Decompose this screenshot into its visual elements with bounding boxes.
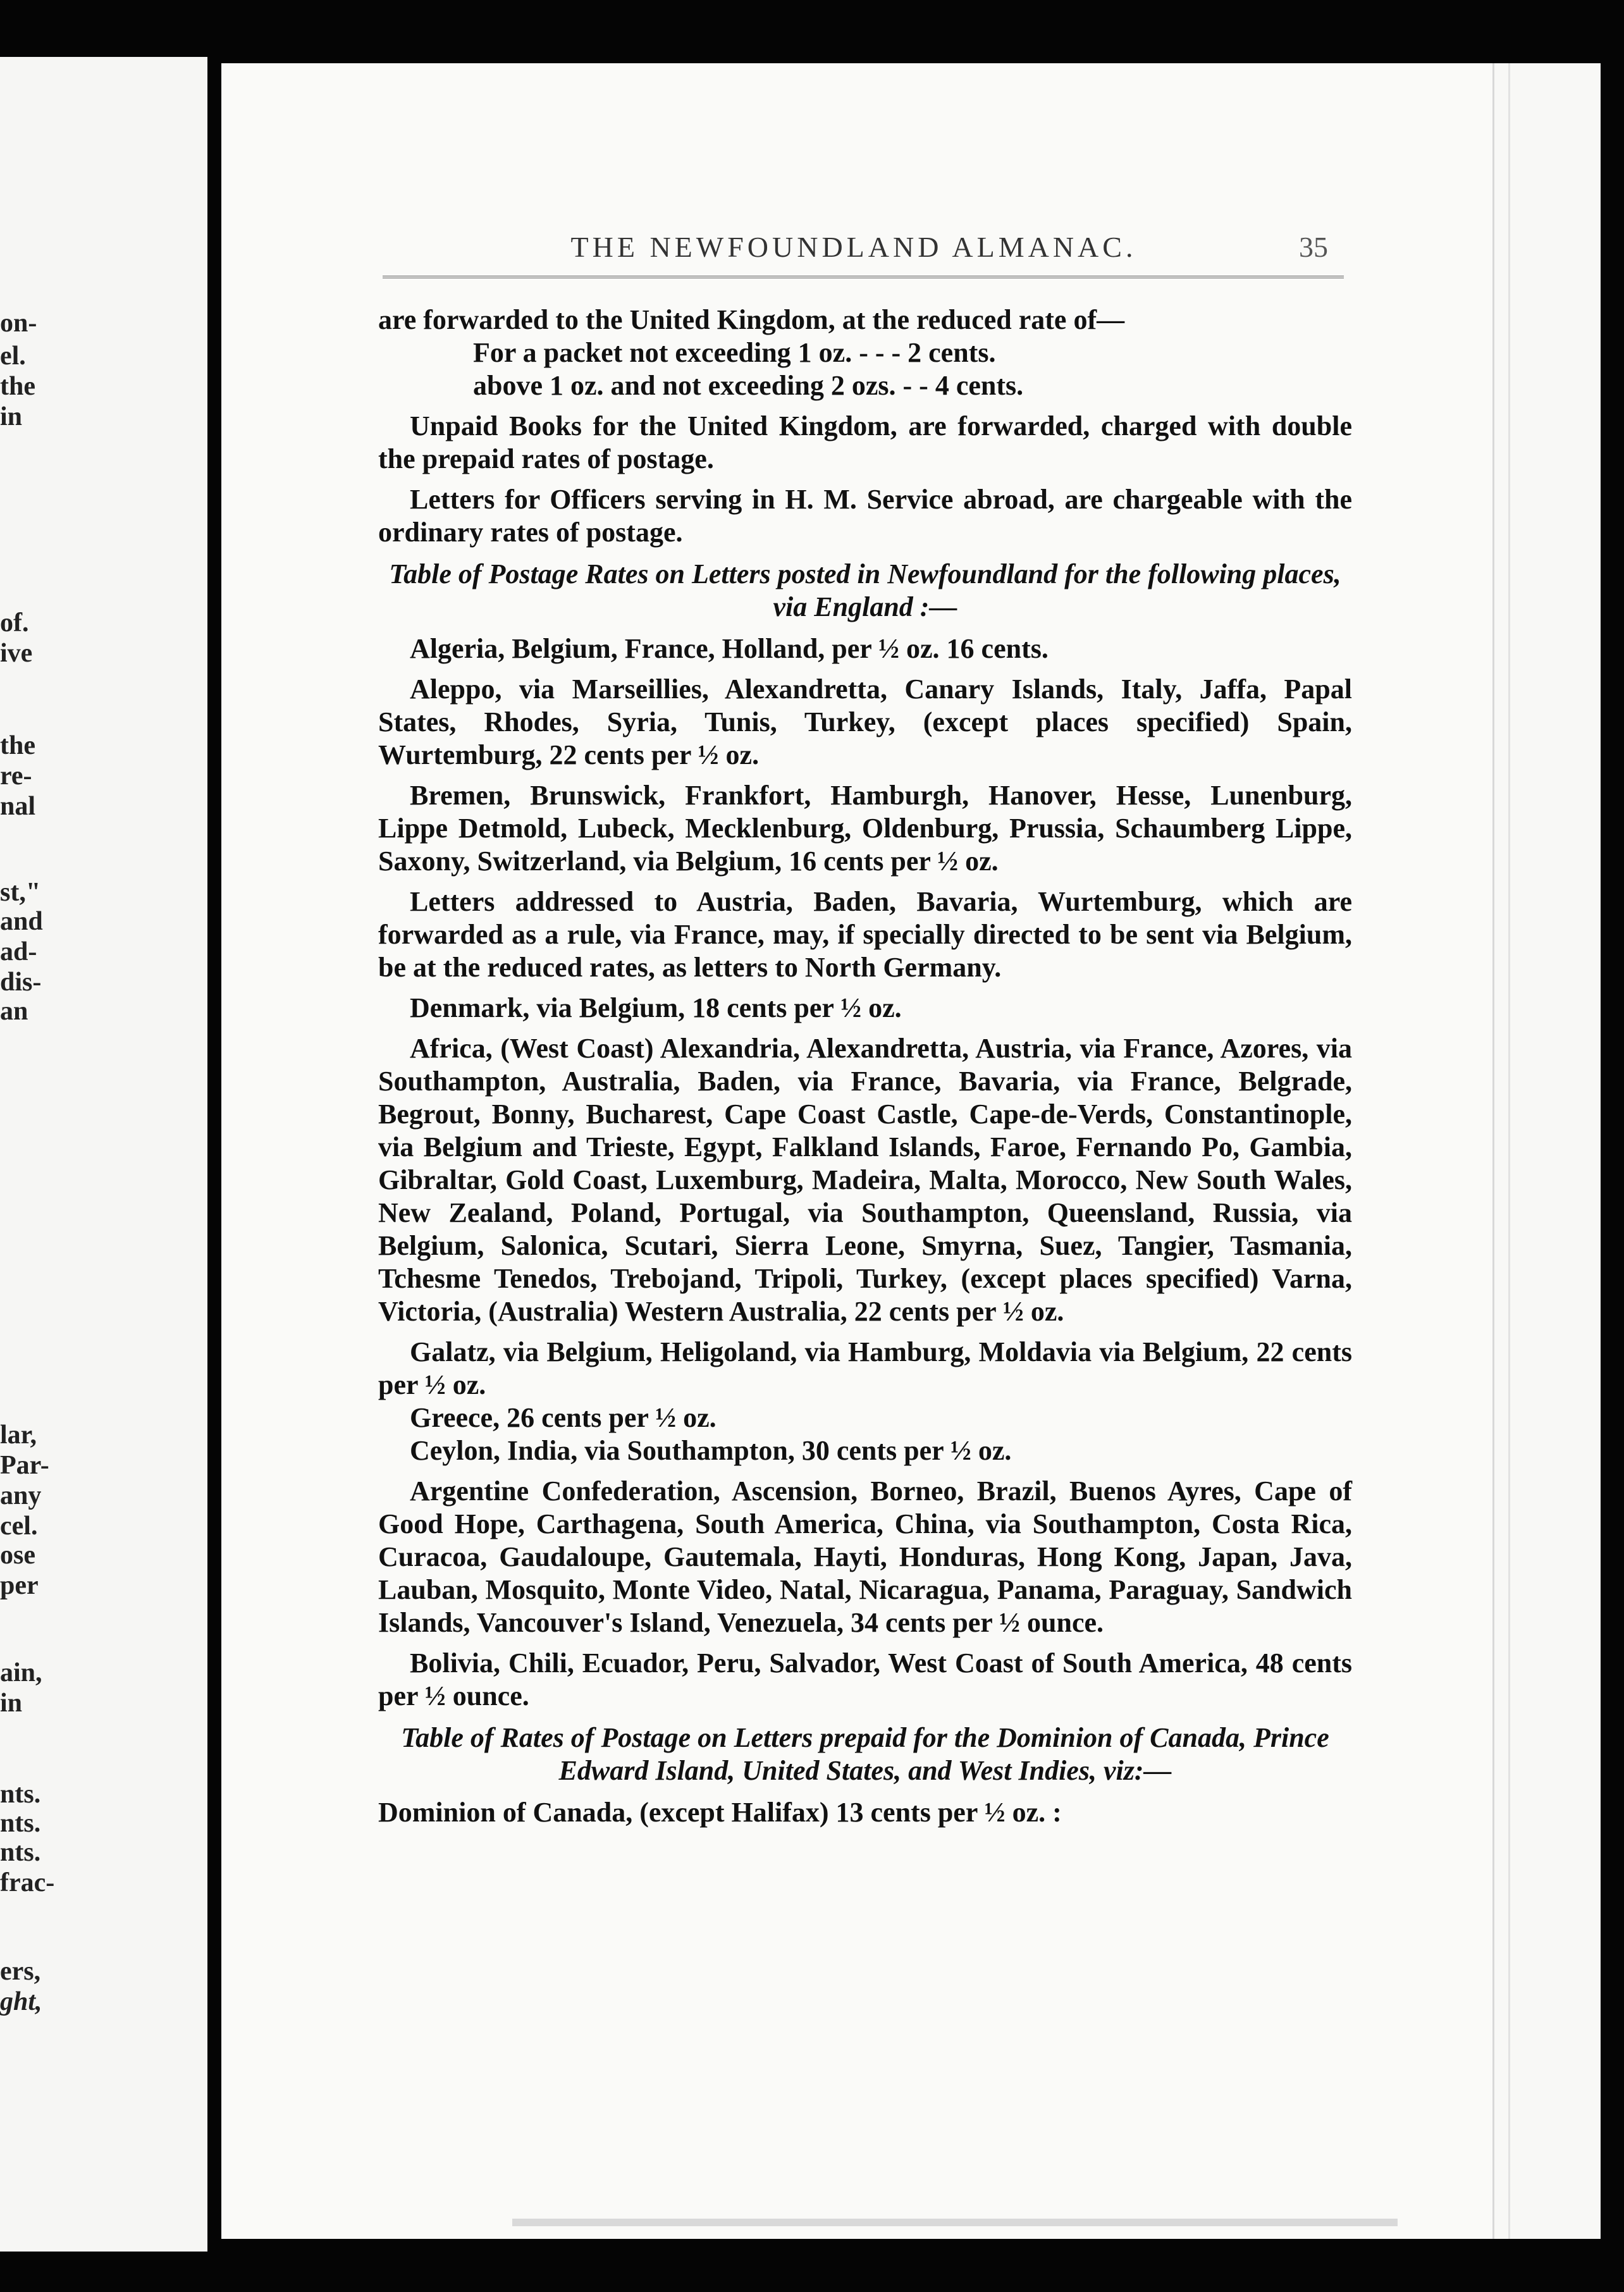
rate-entry: Bremen, Brunswick, Frankfort, Hamburgh, Hanover, Hesse, Lunenburg, Lippe Detmold, Lubeck, Mecklenburg, Oldenburg, Prussia, Schaumberg Lippe, Saxony, Switzerland, via Belgium, 16 cents per ½ oz.: [378, 780, 1352, 877]
rate-entry: Denmark, via Belgium, 18 cents per ½ oz.: [410, 992, 902, 1023]
margin-text: the: [0, 372, 35, 401]
margin-text: and: [0, 907, 43, 936]
margin-text: ad-: [0, 937, 37, 966]
table-title: Table of Rates of Postage on Letters prepaid for the Dominion of Canada, Prince Edward Island, United States, and West Indies, viz:—: [401, 1722, 1329, 1786]
rate-entry: Bolivia, Chili, Ecuador, Peru, Salvador, West Coast of South America, 48 cents per ½ ounce.: [378, 1648, 1352, 1711]
intro-line: are forwarded to the United Kingdom, at the reduced rate of—: [378, 304, 1125, 335]
officers-letters-paragraph: Letters for Officers serving in H. M. Service abroad, are chargeable with the ordinary rates of postage.: [378, 484, 1352, 548]
margin-text: nts.: [0, 1780, 41, 1809]
rate-entry: Algeria, Belgium, France, Holland, per ½ oz. 16 cents.: [410, 633, 1049, 664]
margin-text: nts.: [0, 1809, 41, 1838]
header-rule: [383, 276, 1344, 278]
rate-entry: Galatz, via Belgium, Heligoland, via Hamburg, Moldavia via Belgium, 22 cents per ½ oz.: [378, 1336, 1352, 1400]
margin-text: re-: [0, 761, 32, 791]
page-header: [379, 233, 1328, 271]
margin-text: in: [0, 1689, 23, 1718]
next-page-edge: [1492, 63, 1601, 2239]
margin-text: ers,: [0, 1957, 41, 1986]
rate-entry: Letters addressed to Austria, Baden, Bavaria, Wurtemburg, which are forwarded as a rule, via France, may, if specially directed to be sent via Belgium, be at the reduced rates, as letters to North Germany.: [378, 886, 1352, 983]
unpaid-books-paragraph: Unpaid Books for the United Kingdom, are forwarded, charged with double the prepaid rates of postage.: [378, 410, 1352, 474]
packet-rate-line: above 1 oz. and not exceeding 2 ozs. - - 4 cents.: [473, 370, 1024, 401]
running-head: THE NEWFOUNDLAND ALMANAC.: [570, 231, 1137, 263]
margin-text: Par-: [0, 1451, 49, 1480]
packet-rate-line: For a packet not exceeding 1 oz. - - - 2 cents.: [473, 337, 996, 368]
margin-text: on-: [0, 309, 37, 338]
margin-text: ose: [0, 1541, 35, 1570]
table-title: Table of Postage Rates on Letters posted in Newfoundland for the following places, via England :—: [389, 558, 1341, 622]
rate-entry: Greece, 26 cents per ½ oz.: [410, 1402, 717, 1433]
almanac-page: [221, 63, 1492, 2239]
margin-text: the: [0, 731, 35, 760]
rate-entry: Ceylon, India, via Southampton, 30 cents per ½ oz.: [410, 1435, 1012, 1466]
margin-text: st,": [0, 878, 41, 907]
rate-entry: Argentine Confederation, Ascension, Borneo, Brazil, Buenos Ayres, Cape of Good Hope, Carthagena, South America, China, via Southampton, Costa Rica, Curacoa, Gaudaloupe, Gautemala, Hayti, Honduras, Hong Kong, Japan, Java, Lauban, Mosquito, Monte Video, Natal, Nicaragua, Panama, Paraguay, Sandwich Islands, Vancouver's Island, Venezuela, 34 cents per ½ ounce.: [378, 1476, 1352, 1638]
margin-text: of.: [0, 608, 29, 638]
margin-text: el.: [0, 342, 26, 371]
margin-text: in: [0, 402, 23, 431]
page-fold-line: [1508, 63, 1510, 2239]
margin-text: frac-: [0, 1868, 55, 1897]
page-body: [378, 304, 1352, 1837]
margin-text: per: [0, 1571, 39, 1600]
margin-text: nal: [0, 792, 36, 821]
margin-text: dis-: [0, 968, 42, 997]
margin-text: cel.: [0, 1512, 38, 1541]
page-bottom-shadow: [512, 2219, 1398, 2226]
rate-entry: Dominion of Canada, (except Halifax) 13 cents per ½ oz. :: [378, 1797, 1062, 1828]
rate-entry: Aleppo, via Marseillies, Alexandretta, Canary Islands, Italy, Jaffa, Papal States, Rhodes, Syria, Tunis, Turkey, (except places specified) Spain, Wurtemburg, 22 cents per ½ oz.: [378, 674, 1352, 770]
page-number: 35: [1299, 231, 1328, 263]
facing-page-fragment: [0, 57, 207, 2252]
margin-text: ive: [0, 639, 33, 668]
margin-text: any: [0, 1481, 42, 1510]
margin-text: nts.: [0, 1838, 41, 1867]
rate-entry: Africa, (West Coast) Alexandria, Alexandretta, Austria, via France, Azores, via Southampton, Australia, Baden, via France, Bavaria, via France, Belgrade, Begrout, Bonny, Bucharest, Cape Coast Castle, Cape-de-Verds, Constantinople, via Belgium and Trieste, Egypt, Falkland Islands, Faroe, Fernando Po, Gambia, Gibraltar, Gold Coast, Luxemburg, Madeira, Malta, Morocco, New South Wales, New Zealand, Poland, Portugal, via Southampton, Queensland, Russia, via Belgium, Salonica, Scutari, Sierra Leone, Smyrna, Suez, Tangier, Tasmania, Tchesme Tenedos, Trebojand, Tripoli, Turkey, (except places specified) Varna, Victoria, (Australia) Western Australia, 22 cents per ½ oz.: [378, 1033, 1352, 1327]
margin-text: ain,: [0, 1658, 42, 1687]
margin-text: an: [0, 997, 28, 1026]
margin-text: ght,: [0, 1987, 42, 2016]
margin-text: lar,: [0, 1420, 37, 1450]
